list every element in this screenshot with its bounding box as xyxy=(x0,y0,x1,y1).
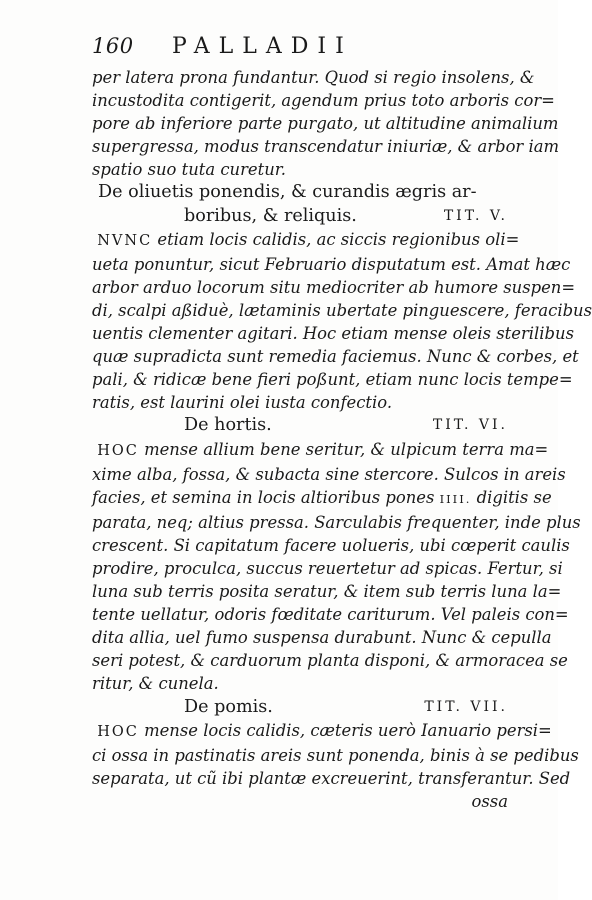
section-heading xyxy=(92,414,508,437)
line-text: mense allium bene seritur, & ulpicum terra ma= xyxy=(138,439,549,459)
text-line: spatio suo tuta curetur. xyxy=(92,160,286,180)
text-line: arbor arduo locorum situ mediocriter ab humore suspen= xyxy=(92,277,576,297)
section-title: De pomis. xyxy=(184,696,273,717)
text-line: per latera prona fundantur. Quod si regio insolens, & xyxy=(92,68,535,87)
text-line xyxy=(92,486,552,511)
text-line: seri potest, & carduorum planta disponi, & armoracea se xyxy=(92,651,568,671)
text-line: prodire, proculca, succus reuertetur ad spicas. Fertur, si xyxy=(92,558,563,578)
text-line: pore ab inferiore parte purgato, ut altitudine animalium xyxy=(92,114,559,134)
text-line: ratis, est laurini olei iusta confectio. xyxy=(92,393,393,413)
text-line: separata, ut cũ ibi plantæ excreuerint, transferantur. Sed xyxy=(92,768,571,788)
text-line: ritur, & cunela. xyxy=(92,674,219,694)
initial-word: NVNC xyxy=(97,232,153,249)
section-number: TIT. VII. xyxy=(424,698,508,715)
section-title: De oliuetis ponendis, & curandis ægris ar- xyxy=(98,182,477,203)
text-line: dita allia, uel fumo suspensa durabunt. Nunc & cepulla xyxy=(92,628,552,648)
text-line xyxy=(92,228,520,253)
text-line: crescent. Si capitatum facere uolueris, ubi cœperit caulis xyxy=(92,535,570,555)
text-line: incustodita contigerit, agendum prius toto arboris cor= xyxy=(92,91,555,111)
line-text: mense locis calidis, cæteris uerò Ianuario persi= xyxy=(138,720,552,740)
page-number: 160 xyxy=(92,34,134,58)
text-block xyxy=(92,66,592,813)
line-text: facies, et semina in locis altioribus pones xyxy=(92,487,440,507)
text-line: quæ supradicta sunt remedia faciemus. Nunc & corbes, et xyxy=(92,347,579,367)
catchword: ossa xyxy=(471,791,508,811)
numeral: IIII. xyxy=(439,491,472,506)
section-number: TIT. VI. xyxy=(432,417,508,434)
text-line: parata, neq; altius pressa. Sarculabis frequenter, inde plus xyxy=(92,512,581,532)
section-title: De hortis. xyxy=(184,415,272,436)
page-header xyxy=(92,34,512,64)
text-line: tente uellatur, odoris fœditate cariturum. Vel paleis con= xyxy=(92,605,569,625)
text-line: uentis clementer agitari. Hoc etiam mense oleis sterilibus xyxy=(92,324,574,344)
text-line xyxy=(92,438,549,463)
text-line: ci ossa in pastinatis areis sunt ponenda, binis à se pedibus xyxy=(92,745,579,765)
section-heading xyxy=(92,181,508,204)
text-line: pali, & ridicæ bene fieri poßunt, etiam nunc locis tempe= xyxy=(92,370,573,390)
initial-word: HOC xyxy=(97,723,139,740)
text-line xyxy=(92,719,552,744)
text-line: di, scalpi aßiduè, lætaminis ubertate pinguescere, feracibus xyxy=(92,300,592,320)
section-heading xyxy=(92,696,508,719)
line-text: etiam locis calidis, ac siccis regionibus oli= xyxy=(152,229,520,249)
running-head: PALLADII xyxy=(172,34,353,59)
text-line: supergressa, modus transcendatur iniuriæ, & arbor iam xyxy=(92,137,560,157)
text-line: ueta ponuntur, sicut Februario disputatum est. Amat hæc xyxy=(92,254,571,274)
section-title: boribus, & reliquis. xyxy=(184,205,357,226)
section-number: TIT. V. xyxy=(443,207,508,224)
initial-word: HOC xyxy=(97,442,139,459)
line-text: digitis se xyxy=(471,487,552,507)
text-line: xime alba, fossa, & subacta sine stercore. Sulcos in areis xyxy=(92,464,566,484)
section-heading xyxy=(92,205,508,228)
text-line: luna sub terris posita seratur, & item sub terris luna la= xyxy=(92,582,562,602)
